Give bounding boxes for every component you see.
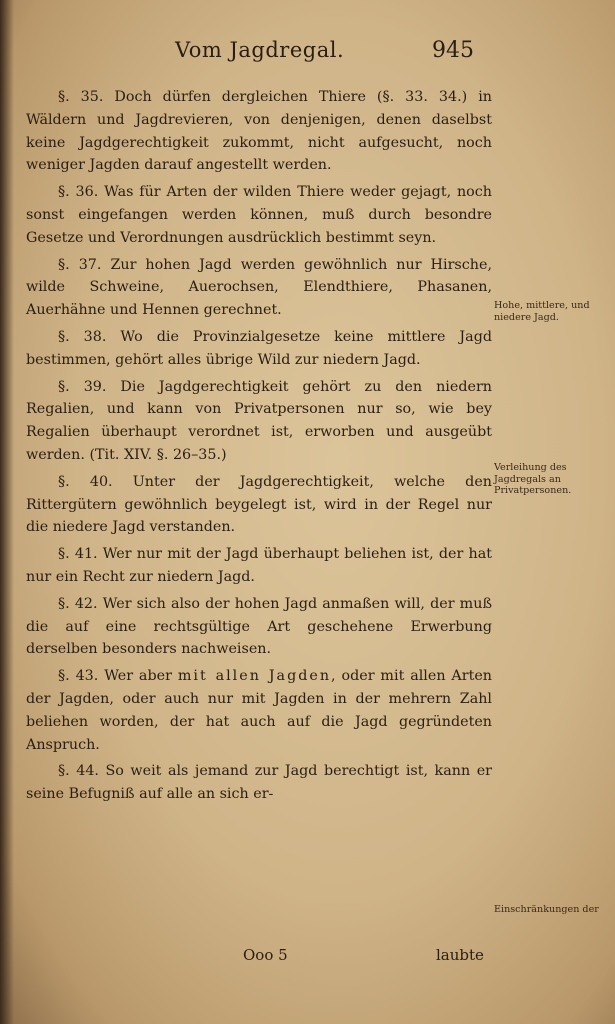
- paragraph-36: §. 36. Was für Arten der wilden Thiere weder gejagt, noch sonst eingefangen werden können, muß durch besondre Gesetze und Verordnungen ausdrücklich bestimmt seyn.: [26, 184, 492, 246]
- paragraph-41: §. 41. Wer nur mit der Jagd überhaupt beliehen ist, der hat nur ein Recht zur niedern Jagd.: [26, 546, 492, 585]
- paragraph-35: §. 35. Doch dürfen dergleichen Thiere (§. 33. 34.) in Wäldern und Jagdrevieren, von denjenigen, denen daselbst keine Jagdgerechtigkeit zukommt, nicht aufgesucht, noch weniger Jagden darauf angestellt werden.: [26, 89, 492, 174]
- margin-note-hunt-classes: Hohe, mittlere, und niedere Jagd.: [494, 300, 590, 323]
- text-block: [26, 86, 492, 810]
- paragraph-40: §. 40. Unter der Jagdgerechtigkeit, welche den Rittergütern gewöhnlich beygelegt ist, wird in der Regel nur die niedere Jagd verstanden.: [26, 473, 492, 536]
- margin-note-conferral: Verleihung des Jagdregals an Privatpersonen.: [494, 462, 572, 496]
- catchword: laubte: [436, 946, 484, 964]
- paragraph-37: §. 37. Zur hohen Jagd werden gewöhnlich nur Hirsche, wilde Schweine, Auerochsen, Elendthiere, Phasanen, Auerhähne und Hennen gerechnet.: [26, 256, 492, 319]
- paragraph-44: §. 44. So weit als jemand zur Jagd berechtigt ist, kann er seine Befugniß auf alle an sich er-: [26, 763, 492, 803]
- running-head: Vom Jagdregal.: [175, 38, 345, 62]
- paragraph-43-lead: §. 43. Wer aber: [58, 668, 178, 685]
- paragraph-43: [26, 665, 492, 756]
- paragraph-38: §. 38. Wo die Provinzialgesetze keine mittlere Jagd bestimmen, gehört alles übrige Wild zur niedern Jagd.: [26, 328, 492, 368]
- page-footer: [0, 946, 615, 972]
- page-number: 945: [432, 38, 474, 63]
- paragraph-42: §. 42. Wer sich also der hohen Jagd anmaßen will, der muß die auf eine rechtsgültige Art geschehene Erwerbung derselben besonders nachweisen.: [26, 595, 492, 658]
- paragraph-39: §. 39. Die Jagdgerechtigkeit gehört zu den niedern Regalien, und kann von Privatpersonen nur so, wie bey Regalien überhaupt verordnet ist, erworben und ausgeübt werden. (Tit. XIV. §. 26–35.): [26, 378, 492, 463]
- signature-mark: Ooo 5: [243, 946, 288, 964]
- page-header: [0, 38, 615, 70]
- margin-note-restrictions: Einschränkungen der: [494, 904, 599, 915]
- paragraph-43-rest: , oder mit allen Arten der Jagden, oder auch nur mit Jagden in der mehrern Zahl beliehen worden, der hat auch auf die Jagd gegründeten Anspruch.: [26, 668, 493, 753]
- paragraph-43-spaced: mit allen Jagden: [177, 668, 332, 685]
